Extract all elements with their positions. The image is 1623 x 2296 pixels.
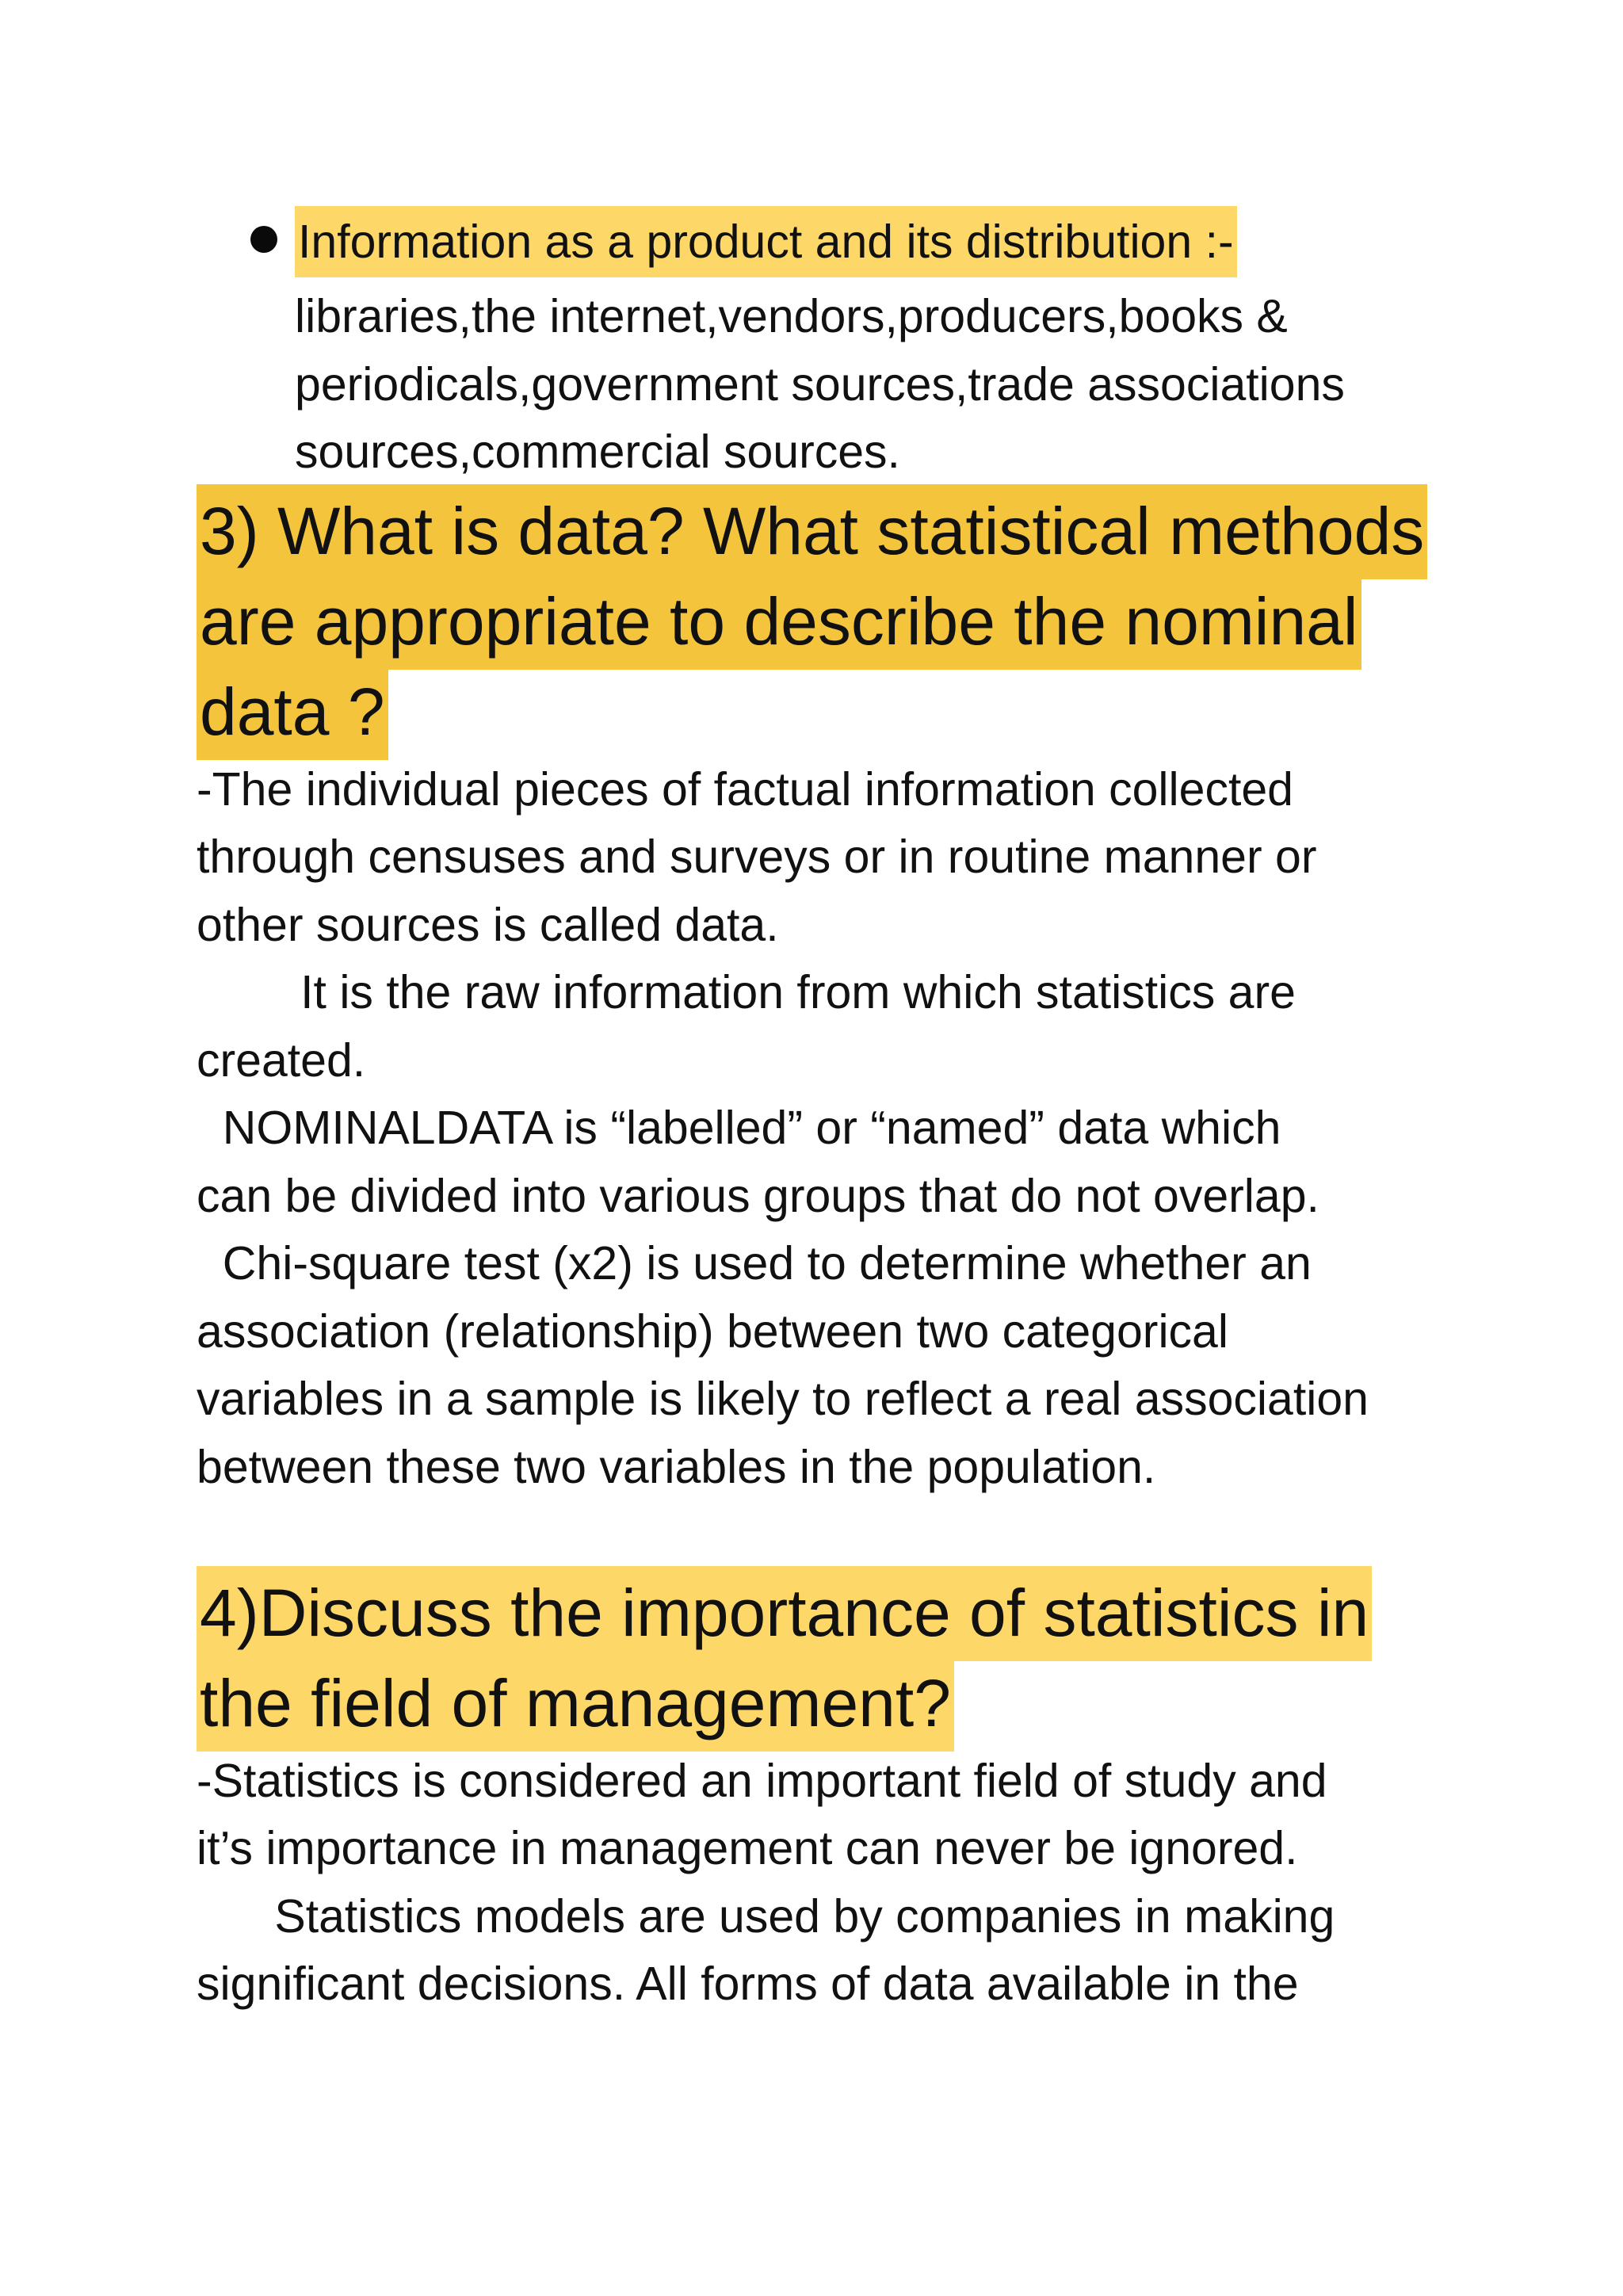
section4-body-line-3: Statistics models are used by companies in making (197, 1890, 1335, 1943)
section3-heading-line-2-text: are appropriate to describe the nominal (197, 575, 1361, 670)
section4-heading-line-1 (197, 1576, 1372, 1650)
section3-body-line-11: between these two variables in the population. (197, 1441, 1156, 1493)
bullet-line-1-text: Information as a product and its distribution :- (295, 206, 1237, 277)
section3-body-line-7: can be divided into various groups that do not overlap. (197, 1170, 1319, 1222)
section3-heading-line-2 (197, 584, 1361, 659)
section3-heading-line-1-text: 3) What is data? What statistical methods (197, 484, 1427, 579)
section3-body-line-10: variables in a sample is likely to reflect a real association (197, 1373, 1369, 1425)
bullet-line-3: periodicals,government sources,trade associations (295, 358, 1345, 411)
bullet-line-4: sources,commercial sources. (295, 426, 900, 478)
bullet-line-1 (295, 216, 1237, 268)
section4-heading-line-1-text: 4)Discuss the importance of statistics in (197, 1566, 1372, 1661)
bullet-dot-icon (250, 226, 277, 253)
section4-heading-line-2 (197, 1666, 954, 1740)
section3-body-line-8: Chi-square test (x2) is used to determine whether an (197, 1237, 1312, 1289)
section3-body-line-6: NOMINALDATA is “labelled” or “named” data which (197, 1102, 1281, 1154)
section3-body-line-2: through censuses and surveys or in routine manner or (197, 831, 1317, 883)
section3-heading-line-1 (197, 494, 1427, 568)
section4-body-line-2: it’s importance in management can never be ignored. (197, 1822, 1298, 1874)
section3-heading-line-3 (197, 674, 388, 749)
section4-body-line-1: -Statistics is considered an important field of study and (197, 1755, 1327, 1807)
section4-heading-line-2-text: the field of management? (197, 1656, 954, 1752)
bullet-line-2: libraries,the internet,vendors,producers,books & (295, 290, 1288, 342)
section3-heading-line-3-text: data ? (197, 665, 388, 760)
section3-body-line-3: other sources is called data. (197, 899, 779, 951)
section3-body-line-1: -The individual pieces of factual information collected (197, 763, 1293, 816)
section4-body-line-4: significant decisions. All forms of data available in the (197, 1958, 1299, 2010)
section3-body-line-9: association (relationship) between two categorical (197, 1305, 1228, 1358)
section3-body-line-4: It is the raw information from which statistics are (197, 966, 1296, 1018)
section3-body-line-5: created. (197, 1034, 366, 1087)
